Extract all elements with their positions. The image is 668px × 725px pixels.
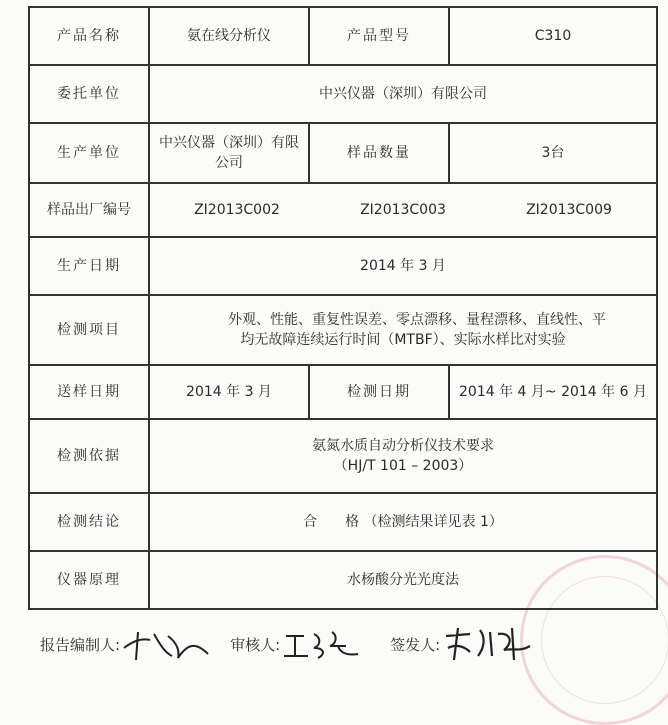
test-basis-line1: 氨氮水质自动分析仪技术要求 bbox=[312, 437, 494, 454]
principle-label: 仪器原理 bbox=[29, 551, 149, 609]
test-date-value: 2014 年 4 月~ 2014 年 6 月 bbox=[449, 365, 657, 419]
row-product-name bbox=[29, 7, 657, 65]
test-basis-label: 检测依据 bbox=[29, 419, 149, 493]
product-name-value: 氨在线分析仪 bbox=[149, 7, 309, 65]
serial-number: ZI2013C002 bbox=[194, 201, 280, 218]
client-label: 委托单位 bbox=[29, 65, 149, 123]
row-conclusion bbox=[29, 493, 657, 551]
client-value: 中兴仪器（深圳）有限公司 bbox=[149, 65, 657, 123]
principle-value: 水杨酸分光光度法 bbox=[149, 551, 657, 609]
delivery-date-value: 2014 年 3 月 bbox=[149, 365, 309, 419]
reviewer-signature-icon bbox=[280, 626, 376, 662]
product-info-table bbox=[28, 6, 658, 610]
production-date-label: 生产日期 bbox=[29, 237, 149, 295]
delivery-date-label: 送样日期 bbox=[29, 365, 149, 419]
row-production-date bbox=[29, 237, 657, 295]
test-date-label: 检测日期 bbox=[309, 365, 449, 419]
signature-line bbox=[40, 624, 660, 664]
test-items-line2: 均无故障连续运行时间（MTBF）、实际水样比对实验 bbox=[240, 332, 566, 348]
row-serial-numbers bbox=[29, 183, 657, 237]
row-manufacturer bbox=[29, 123, 657, 183]
test-items-line1: 外观、性能、重复性误差、零点漂移、量程漂移、直线性、平 bbox=[228, 311, 606, 328]
production-date-value: 2014 年 3 月 bbox=[149, 237, 657, 295]
issuer-signature-icon bbox=[440, 626, 536, 662]
serial-number: ZI2013C003 bbox=[360, 201, 446, 218]
row-principle bbox=[29, 551, 657, 609]
reviewer-label: 审核人: bbox=[230, 635, 281, 654]
serial-numbers-label: 样品出厂编号 bbox=[29, 183, 149, 237]
test-basis-line2: （HJ/T 101 – 2003） bbox=[333, 458, 473, 474]
sample-qty-label: 样品数量 bbox=[309, 123, 449, 183]
test-items-label: 检测项目 bbox=[29, 295, 149, 365]
serial-numbers-cell bbox=[149, 183, 657, 237]
manufacturer-value-line1: 中兴仪器（深圳）有限 bbox=[159, 134, 299, 151]
conclusion-value: 合 格 （检测结果详见表 1） bbox=[149, 493, 657, 551]
issuer-signature bbox=[440, 626, 536, 662]
row-test-basis bbox=[29, 419, 657, 493]
compiler-label: 报告编制人: bbox=[40, 635, 121, 654]
row-dates bbox=[29, 365, 657, 419]
conclusion-label: 检测结论 bbox=[29, 493, 149, 551]
manufacturer-label: 生产单位 bbox=[29, 123, 149, 183]
product-name-label: 产品名称 bbox=[29, 7, 149, 65]
compiler-signature-icon bbox=[120, 626, 216, 662]
test-basis-value bbox=[149, 419, 657, 493]
manufacturer-value-line2: 公司 bbox=[215, 155, 243, 171]
issuer-label: 签发人: bbox=[390, 635, 441, 654]
compiler-signature bbox=[120, 626, 216, 662]
manufacturer-value bbox=[149, 123, 309, 183]
product-model-value: C310 bbox=[449, 7, 657, 65]
reviewer-signature bbox=[280, 626, 376, 662]
test-items-value bbox=[149, 295, 657, 365]
product-model-label: 产品型号 bbox=[309, 7, 449, 65]
serial-number: ZI2013C009 bbox=[526, 201, 612, 218]
sample-qty-value: 3台 bbox=[449, 123, 657, 183]
row-client bbox=[29, 65, 657, 123]
row-test-items bbox=[29, 295, 657, 365]
